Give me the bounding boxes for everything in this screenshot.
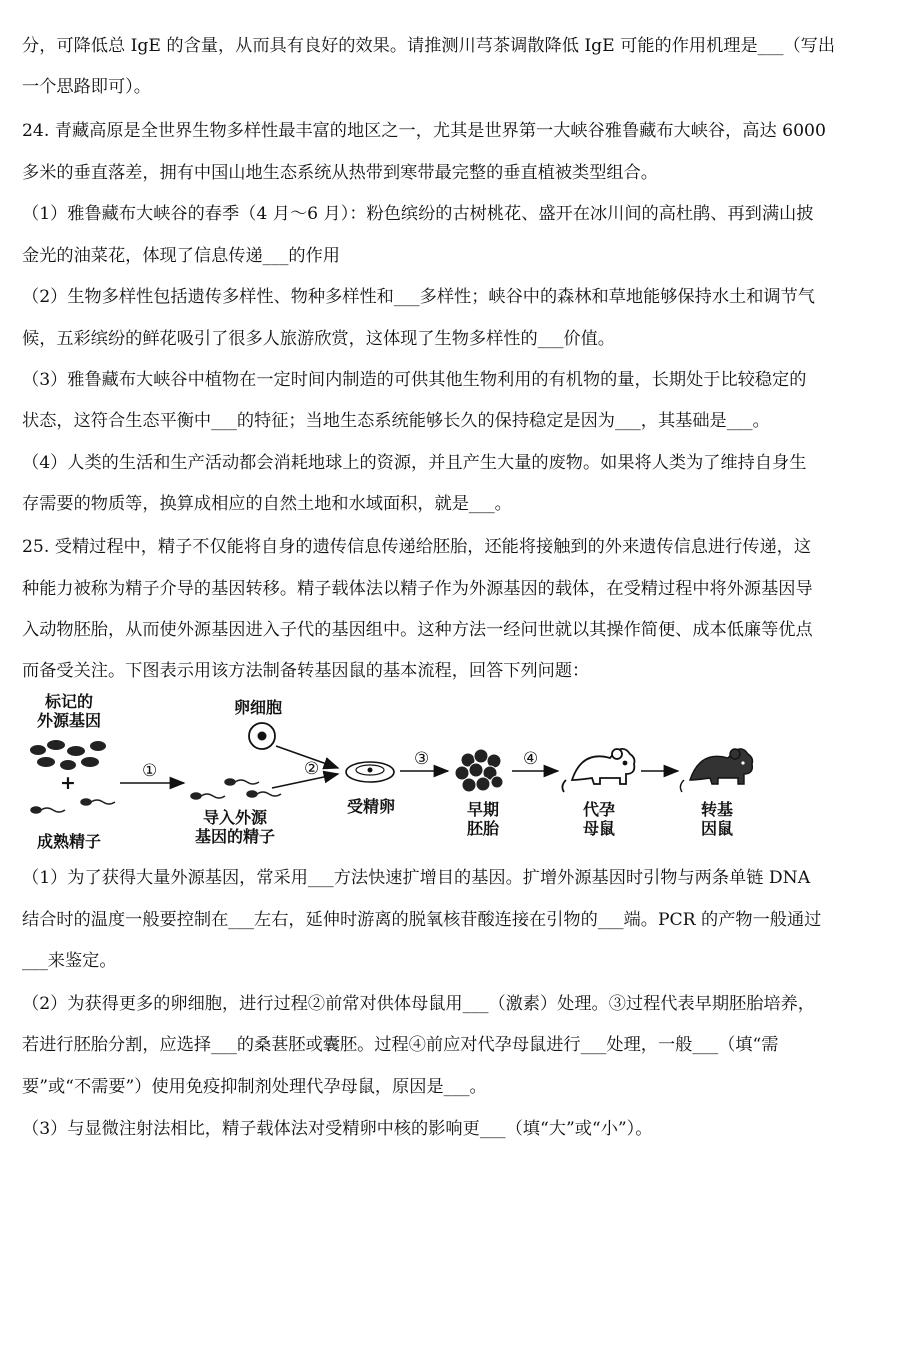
label-sperm-with-gene: 导入外源 基因的精子	[194, 808, 275, 846]
q24-part4-line-1: （4）人类的生活和生产活动都会消耗地球上的资源，并且产生大量的废物。如果将人类为了维持自身生	[22, 453, 807, 473]
q25-part1-line-3: ___来鉴定。	[22, 951, 117, 971]
q25-stem-line-4: 而备受关注。下图表示用该方法制备转基因鼠的基本流程，回答下列问题：	[22, 661, 590, 681]
q24-part1-line-1: （1）雅鲁藏布大峡谷的春季（4 月～6 月）：粉色缤纷的古树桃花、盛开在冰川间的高杜鹃、再到满山披	[22, 204, 814, 224]
label-zygote: 受精卵	[346, 797, 395, 816]
label-egg-cell: 卵细胞	[233, 698, 282, 717]
q25-stem-line-1: 25. 受精过程中，精子不仅能将自身的遗传信息传递给胚胎，还能将接触到的外来遗传信息进行传递，这	[22, 537, 812, 557]
step-1-label: ①	[142, 761, 158, 781]
step-2-label: ②	[304, 759, 320, 779]
step-4-label: ④	[523, 749, 539, 769]
label-early-embryo: 早期 胚胎	[466, 800, 499, 838]
q24-part4-line-2: 存需要的物质等，换算成相应的自然土地和水域面积，就是___。	[22, 494, 512, 514]
label-surrogate-mouse: 代孕 母鼠	[582, 800, 615, 838]
q25-part3-line-1: （3）与显微注射法相比，精子载体法对受精卵中核的影响更___（填“大”或“小”）。	[22, 1119, 653, 1139]
sperm-with-gene-icon	[191, 779, 281, 799]
q24-stem-line-1: 24. 青藏高原是全世界生物多样性最丰富的地区之一，尤其是世界第一大峡谷雅鲁藏布大峡谷，高达 6000	[22, 121, 826, 141]
q25-part2-line-3: 要”或“不需要”）使用免疫抑制剂处理代孕母鼠，原因是___。	[22, 1077, 487, 1097]
q24-stem-line-2: 多米的垂直落差，拥有中国山地生态系统从热带到寒带最完整的垂直植被类型组合。	[22, 163, 658, 183]
q24-part2-line-1: （2）生物多样性包括遗传多样性、物种多样性和___多样性；峡谷中的森林和草地能够保持水土和调节气	[22, 287, 815, 307]
label-transgenic-mouse: 转基 因鼠	[700, 800, 733, 838]
mature-sperm-icon	[31, 799, 115, 813]
q25-stem-line-3: 入动物胚胎，从而使外源基因进入子代的基因组中。这种方法一经问世就以其操作简便、成本低廉等优点	[22, 620, 813, 640]
egg-cell-icon	[249, 723, 275, 749]
label-mature-sperm: 成熟精子	[36, 832, 101, 851]
transgenic-mouse-icon	[680, 749, 752, 792]
label-marked-gene: 标记的 外源基因	[36, 692, 101, 730]
q24-part1-line-2: 金光的油菜花，体现了信息传递___的作用	[22, 246, 340, 266]
intro-line-2: 一个思路即可）。	[22, 77, 151, 97]
q25-part2-line-1: （2）为获得更多的卵细胞，进行过程②前常对供体母鼠用___（激素）处理。③过程代表早期胚胎培养，	[22, 994, 815, 1014]
q25-part2-line-2: 若进行胚胎分割，应选择___的桑葚胚或囊胚。过程④前应对代孕母鼠进行___处理，一般___（填“需	[22, 1035, 779, 1055]
q24-part3-line-2: 状态，这符合生态平衡中___的特征；当地生态系统能够长久的保持稳定是因为___，其基础是___。	[22, 411, 770, 431]
early-embryo-icon	[455, 749, 503, 792]
q24-part3-line-1: （3）雅鲁藏布大峡谷中植物在一定时间内制造的可供其他生物利用的有机物的量，长期处于比较稳定的	[22, 370, 807, 390]
zygote-icon	[346, 762, 394, 782]
q25-part1-line-2: 结合时的温度一般要控制在___左右，延伸时游离的脱氧核苷酸连接在引物的___端。PCR 的产物一般通过	[22, 910, 822, 930]
intro-line-1: 分，可降低总 IgE 的含量，从而具有良好的效果。请推测川芎茶调散降低 IgE 可能的作用机理是___（写出	[22, 36, 836, 56]
label-plus: +	[60, 772, 76, 794]
q24-part2-line-2: 候，五彩缤纷的鲜花吸引了很多人旅游欣赏，这体现了生物多样性的___价值。	[22, 329, 615, 349]
step-3-label: ③	[414, 749, 430, 769]
q25-stem-line-2: 种能力被称为精子介导的基因转移。精子载体法以精子作为外源基因的载体，在受精过程中将外源基因导	[22, 579, 813, 599]
gene-fragments-icon	[30, 740, 106, 770]
surrogate-mouse-icon	[562, 749, 634, 792]
q25-part1-line-1: （1）为了获得大量外源基因，常采用___方法快速扩增目的基因。扩增外源基因时引物与两条单链 DNA	[22, 868, 811, 888]
